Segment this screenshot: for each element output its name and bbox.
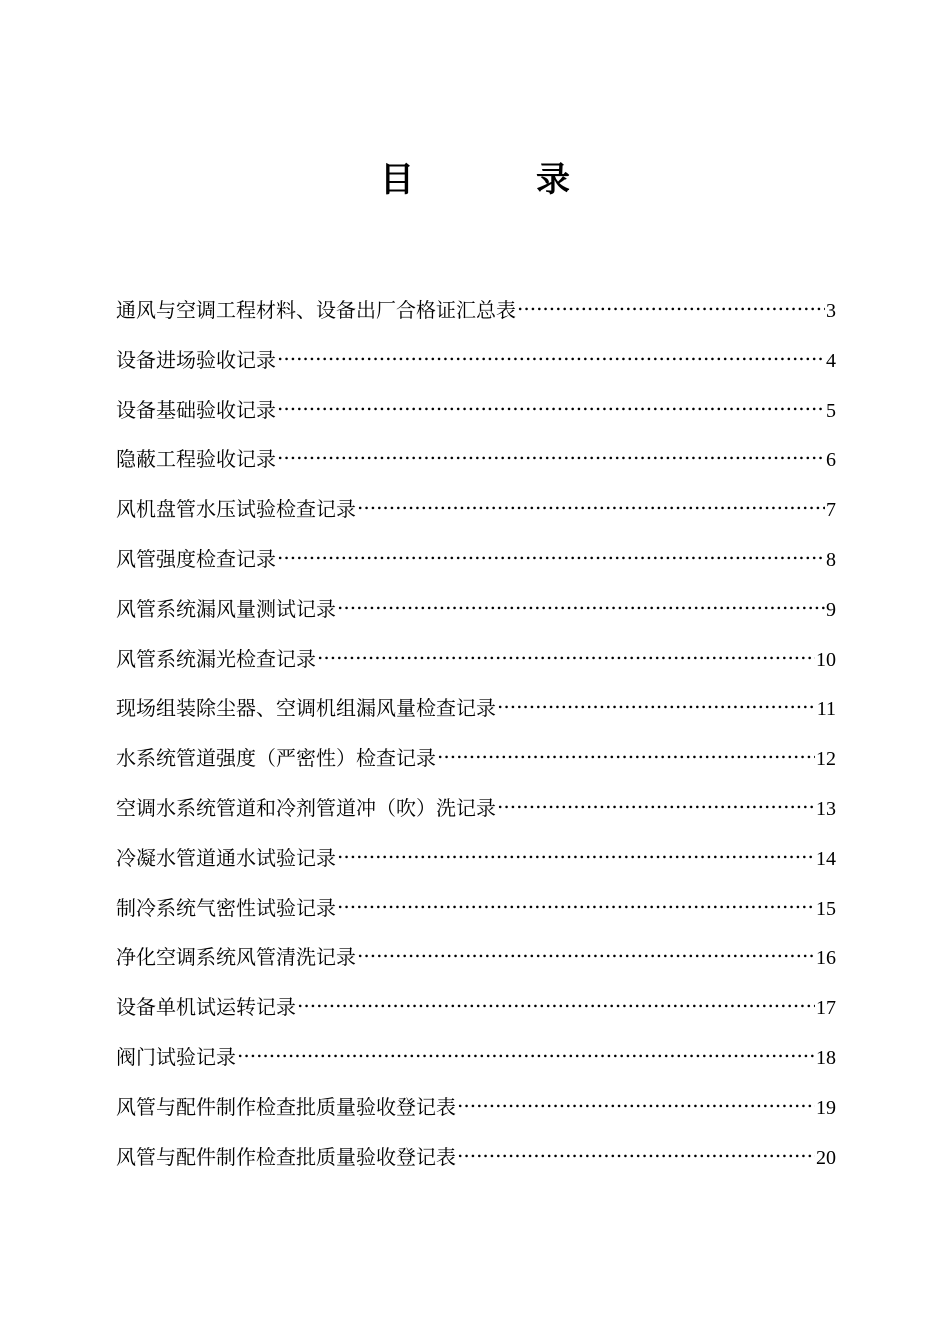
toc-dot-leader <box>497 695 816 715</box>
toc-page-number: 12 <box>816 748 836 771</box>
toc-entry-label: 风管与配件制作检查批质量验收登记表 <box>116 1094 456 1119</box>
toc-dot-leader <box>317 646 815 666</box>
toc-entry-label: 设备基础验收记录 <box>116 397 276 422</box>
toc-entry[interactable] <box>116 989 836 1039</box>
toc-entry-label: 冷凝水管道通水试验记录 <box>116 845 336 870</box>
toc-page-number: 19 <box>816 1096 836 1119</box>
toc-entry-label: 风机盘管水压试验检查记录 <box>116 497 356 522</box>
toc-entry[interactable] <box>116 1139 836 1189</box>
toc-dot-leader <box>237 1044 815 1064</box>
toc-dot-leader <box>277 347 825 367</box>
toc-title: 目 录 <box>380 160 614 200</box>
toc-entry[interactable] <box>116 641 836 691</box>
toc-entry[interactable] <box>116 740 836 790</box>
toc-entry[interactable] <box>116 342 836 392</box>
toc-dot-leader <box>517 297 825 317</box>
toc-page-number: 18 <box>816 1046 836 1069</box>
toc-dot-leader <box>337 596 825 616</box>
toc-page-number: 3 <box>826 300 836 322</box>
toc-dot-leader <box>297 994 815 1014</box>
toc-page-number: 13 <box>816 797 836 820</box>
toc-dot-leader <box>277 446 825 466</box>
toc-entry[interactable] <box>116 591 836 641</box>
toc-entry-label: 制冷系统气密性试验记录 <box>116 895 336 920</box>
toc-dot-leader <box>277 397 825 417</box>
toc-entry-label: 净化空调系统风管清洗记录 <box>116 945 356 970</box>
toc-entry-label: 风管系统漏光检查记录 <box>116 646 316 671</box>
toc-dot-leader <box>457 1094 815 1114</box>
toc-entry-label: 通风与空调工程材料、设备出厂合格证汇总表 <box>116 298 516 322</box>
toc-entry-label: 现场组装除尘器、空调机组漏风量检查记录 <box>116 696 496 721</box>
toc-entry[interactable] <box>116 292 836 342</box>
toc-entry-label: 空调水系统管道和冷剂管道冲（吹）洗记录 <box>116 795 496 820</box>
toc-entry[interactable] <box>116 491 836 541</box>
toc-page-number: 16 <box>816 947 836 970</box>
toc-entry[interactable] <box>116 939 836 989</box>
toc-page-number: 17 <box>816 997 836 1020</box>
toc-entry-label: 设备进场验收记录 <box>116 347 276 372</box>
toc-dot-leader <box>277 546 825 566</box>
toc-entry[interactable] <box>116 790 836 840</box>
toc-page-number: 20 <box>816 1146 836 1169</box>
toc-entry[interactable] <box>116 1089 836 1139</box>
toc-dot-leader <box>357 944 815 964</box>
toc-entry-label: 风管系统漏风量测试记录 <box>116 596 336 621</box>
toc-page-number: 7 <box>826 499 836 522</box>
toc-page-number: 10 <box>816 648 836 671</box>
toc-entry[interactable] <box>116 840 836 890</box>
toc-entry-label: 设备单机试运转记录 <box>116 995 296 1020</box>
toc-entry-label: 阀门试验记录 <box>116 1044 236 1069</box>
toc-page-number: 11 <box>816 698 836 721</box>
toc-dot-leader <box>437 745 815 765</box>
toc-entry[interactable] <box>116 690 836 740</box>
toc-page-number: 6 <box>826 449 836 472</box>
toc-page-number: 4 <box>826 349 836 372</box>
toc-entry[interactable] <box>116 890 836 940</box>
toc-page-number: 15 <box>816 897 836 920</box>
toc-page-number: 14 <box>816 847 836 870</box>
toc-entry-label: 隐蔽工程验收记录 <box>116 447 276 472</box>
table-of-contents <box>116 292 836 1188</box>
toc-dot-leader <box>457 1144 815 1164</box>
toc-page-number: 9 <box>826 598 836 621</box>
toc-dot-leader <box>337 845 815 865</box>
toc-dot-leader <box>357 496 825 516</box>
toc-entry[interactable] <box>116 1039 836 1089</box>
toc-entry[interactable] <box>116 541 836 591</box>
toc-page-number: 8 <box>826 548 836 571</box>
toc-entry-label: 风管强度检查记录 <box>116 546 276 571</box>
toc-entry[interactable] <box>116 392 836 442</box>
toc-page-number: 5 <box>826 399 836 422</box>
toc-dot-leader <box>337 895 815 915</box>
toc-dot-leader <box>497 795 815 815</box>
toc-entry[interactable] <box>116 441 836 491</box>
toc-entry-label: 风管与配件制作检查批质量验收登记表 <box>116 1144 456 1169</box>
toc-entry-label: 水系统管道强度（严密性）检查记录 <box>116 746 436 771</box>
